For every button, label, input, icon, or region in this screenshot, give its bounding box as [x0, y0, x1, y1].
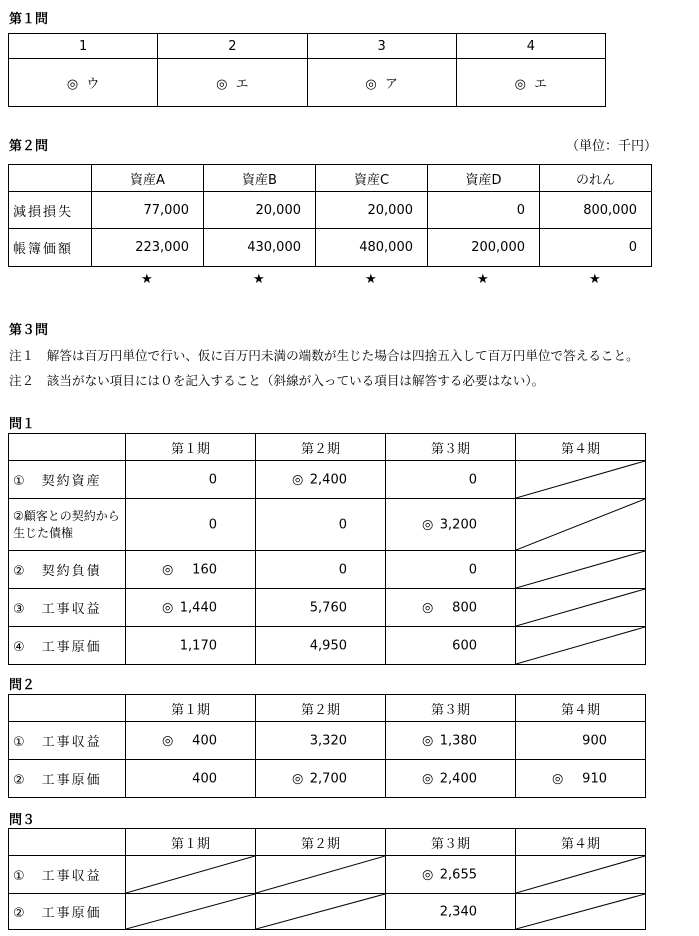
diagonal-slash-cell	[516, 894, 646, 930]
cell-value: 2,400	[309, 472, 347, 487]
cell-value: 2,700	[309, 771, 347, 786]
value-cell	[256, 589, 386, 627]
value-cell	[386, 461, 516, 499]
star-icon: ★	[141, 272, 153, 287]
slash-line	[516, 551, 645, 588]
row-label: ② 契約負債	[9, 551, 126, 589]
corner-cell	[9, 434, 126, 461]
period-header: 第４期	[516, 695, 646, 722]
cell-value: 900	[582, 733, 607, 748]
q2-corner	[9, 165, 92, 192]
row-label: ① 工事収益	[9, 722, 126, 760]
slash-line	[126, 894, 255, 929]
answer-value: ウ	[86, 77, 100, 92]
corner-cell	[9, 695, 126, 722]
diagonal-slash-cell	[516, 856, 646, 894]
q1-header-3: 3	[307, 34, 456, 59]
cell-value: 3,200	[439, 517, 477, 532]
diagonal-slash-cell	[516, 499, 646, 551]
cell-value: 3,320	[309, 733, 347, 748]
period-header: 第４期	[516, 829, 646, 856]
cell-value: 1,380	[439, 733, 477, 748]
answer-value: エ	[534, 77, 548, 92]
q2-cell: 223,000	[92, 229, 204, 267]
double-circle-mark: ◎	[162, 733, 174, 748]
q2-cell: 77,000	[92, 192, 204, 229]
cell-value: 0	[468, 562, 477, 577]
star-icon: ★	[477, 272, 489, 287]
q2-col-c: 資産C	[316, 165, 428, 192]
q2-cell: 20,000	[316, 192, 428, 229]
row-label: ① 契約資産	[9, 461, 126, 499]
cell-value: 400	[192, 771, 217, 786]
cell-value: 2,340	[439, 904, 477, 919]
period-header: 第２期	[256, 695, 386, 722]
q2-cell: 0	[540, 229, 652, 267]
value-cell	[386, 499, 516, 551]
star-icon: ★	[365, 272, 377, 287]
value-cell	[386, 627, 516, 665]
q3-heading: 第３問	[9, 323, 49, 338]
cell-value: 0	[338, 562, 347, 577]
q1-answer-4	[456, 59, 605, 107]
value-cell	[256, 627, 386, 665]
value-cell	[256, 722, 386, 760]
q2-col-b: 資産B	[204, 165, 316, 192]
slash-line	[126, 856, 255, 893]
q3-part3-heading: 問３	[9, 813, 36, 828]
cell-value: 1,440	[179, 600, 217, 615]
q3-note-1: 注１ 解答は百万円単位で行い、仮に百万円未満の端数が生じた場合は四捨五入して百万円単位で答えること。	[9, 348, 639, 363]
value-cell	[126, 760, 256, 798]
double-circle-mark: ◎	[365, 77, 377, 92]
cell-value: 0	[208, 472, 217, 487]
row-label: ① 工事収益	[9, 856, 126, 894]
value-cell	[386, 760, 516, 798]
star-icon: ★	[589, 272, 601, 287]
q1-header-4: 4	[456, 34, 605, 59]
q3-part2-table	[8, 694, 646, 798]
row-label: ② 工事原価	[9, 894, 126, 930]
cell-value: 400	[192, 733, 217, 748]
value-cell	[126, 627, 256, 665]
period-header: 第３期	[386, 695, 516, 722]
slash-line	[256, 894, 385, 929]
row-label: ④ 工事原価	[9, 627, 126, 665]
cell-value: 5,760	[309, 600, 347, 615]
q2-row-label: 帳簿価額	[9, 229, 92, 267]
value-cell	[516, 760, 646, 798]
value-cell	[386, 856, 516, 894]
answer-value: ア	[384, 77, 398, 92]
value-cell	[386, 722, 516, 760]
period-header: 第１期	[126, 829, 256, 856]
q3-part2-heading: 問２	[9, 678, 36, 693]
cell-value: 800	[452, 600, 477, 615]
slash-line	[516, 499, 645, 550]
value-cell	[256, 499, 386, 551]
q2-unit: （単位：千円）	[566, 139, 658, 154]
q1-answer-2	[158, 59, 307, 107]
cell-value: 0	[208, 517, 217, 532]
q2-table	[8, 164, 652, 267]
double-circle-mark: ◎	[422, 600, 434, 615]
double-circle-mark: ◎	[422, 733, 434, 748]
q3-note-2: 注２ 該当がない項目には０を記入すること（斜線が入っている項目は解答する必要はない）。	[9, 373, 545, 388]
value-cell	[256, 551, 386, 589]
diagonal-slash-cell	[256, 894, 386, 930]
row-label: ②顧客との契約から生じた債権	[9, 499, 126, 551]
q2-cell: 430,000	[204, 229, 316, 267]
value-cell	[386, 589, 516, 627]
value-cell	[126, 551, 256, 589]
double-circle-mark: ◎	[162, 600, 174, 615]
star-icon: ★	[253, 272, 265, 287]
period-header: 第２期	[256, 434, 386, 461]
value-cell	[126, 499, 256, 551]
period-header: 第２期	[256, 829, 386, 856]
slash-line	[516, 461, 645, 498]
double-circle-mark: ◎	[422, 771, 434, 786]
q3-part1-table	[8, 433, 646, 665]
q2-cell: 0	[428, 192, 540, 229]
value-cell	[516, 722, 646, 760]
q2-cell: 800,000	[540, 192, 652, 229]
period-header: 第３期	[386, 829, 516, 856]
diagonal-slash-cell	[516, 551, 646, 589]
q2-cell: 200,000	[428, 229, 540, 267]
double-circle-mark: ◎	[422, 517, 434, 532]
double-circle-mark: ◎	[292, 771, 304, 786]
period-header: 第１期	[126, 695, 256, 722]
q1-header-2: 2	[158, 34, 307, 59]
slash-line	[516, 856, 645, 893]
slash-line	[256, 856, 385, 893]
period-header: 第３期	[386, 434, 516, 461]
value-cell	[126, 589, 256, 627]
value-cell	[256, 760, 386, 798]
q3-part3-table	[8, 828, 646, 930]
double-circle-mark: ◎	[162, 562, 174, 577]
cell-value: 2,655	[439, 867, 477, 882]
value-cell	[256, 461, 386, 499]
slash-line	[516, 627, 645, 664]
cell-value: 600	[452, 638, 477, 653]
q1-answer-1	[9, 59, 158, 107]
double-circle-mark: ◎	[422, 867, 434, 882]
slash-line	[516, 894, 645, 929]
value-cell	[126, 461, 256, 499]
answer-value: エ	[235, 77, 249, 92]
cell-value: 0	[468, 472, 477, 487]
q1-header-1: 1	[9, 34, 158, 59]
diagonal-slash-cell	[126, 856, 256, 894]
diagonal-slash-cell	[516, 589, 646, 627]
q1-table	[8, 33, 606, 107]
period-header: 第１期	[126, 434, 256, 461]
q2-col-goodwill: のれん	[540, 165, 652, 192]
value-cell	[386, 551, 516, 589]
q2-col-d: 資産D	[428, 165, 540, 192]
q2-col-a: 資産A	[92, 165, 204, 192]
value-cell	[126, 722, 256, 760]
q2-heading: 第２問	[9, 139, 49, 154]
cell-value: 1,170	[179, 638, 217, 653]
cell-value: 4,950	[309, 638, 347, 653]
cell-value: 2,400	[439, 771, 477, 786]
double-circle-mark: ◎	[292, 472, 304, 487]
double-circle-mark: ◎	[66, 77, 79, 92]
cell-value: 0	[338, 517, 347, 532]
double-circle-mark: ◎	[216, 77, 228, 92]
value-cell	[386, 894, 516, 930]
q2-row-label: 減損損失	[9, 192, 92, 229]
q2-cell: 480,000	[316, 229, 428, 267]
slash-line	[516, 589, 645, 626]
double-circle-mark: ◎	[552, 771, 564, 786]
period-header: 第４期	[516, 434, 646, 461]
q2-cell: 20,000	[204, 192, 316, 229]
row-label: ③ 工事収益	[9, 589, 126, 627]
diagonal-slash-cell	[516, 461, 646, 499]
cell-value: 910	[582, 771, 607, 786]
row-label: ② 工事原価	[9, 760, 126, 798]
q3-part1-heading: 問１	[9, 417, 36, 432]
diagonal-slash-cell	[256, 856, 386, 894]
q1-answer-3	[307, 59, 456, 107]
double-circle-mark: ◎	[514, 77, 526, 92]
q1-heading: 第１問	[9, 12, 49, 27]
diagonal-slash-cell	[516, 627, 646, 665]
corner-cell	[9, 829, 126, 856]
diagonal-slash-cell	[126, 894, 256, 930]
cell-value: 160	[192, 562, 217, 577]
